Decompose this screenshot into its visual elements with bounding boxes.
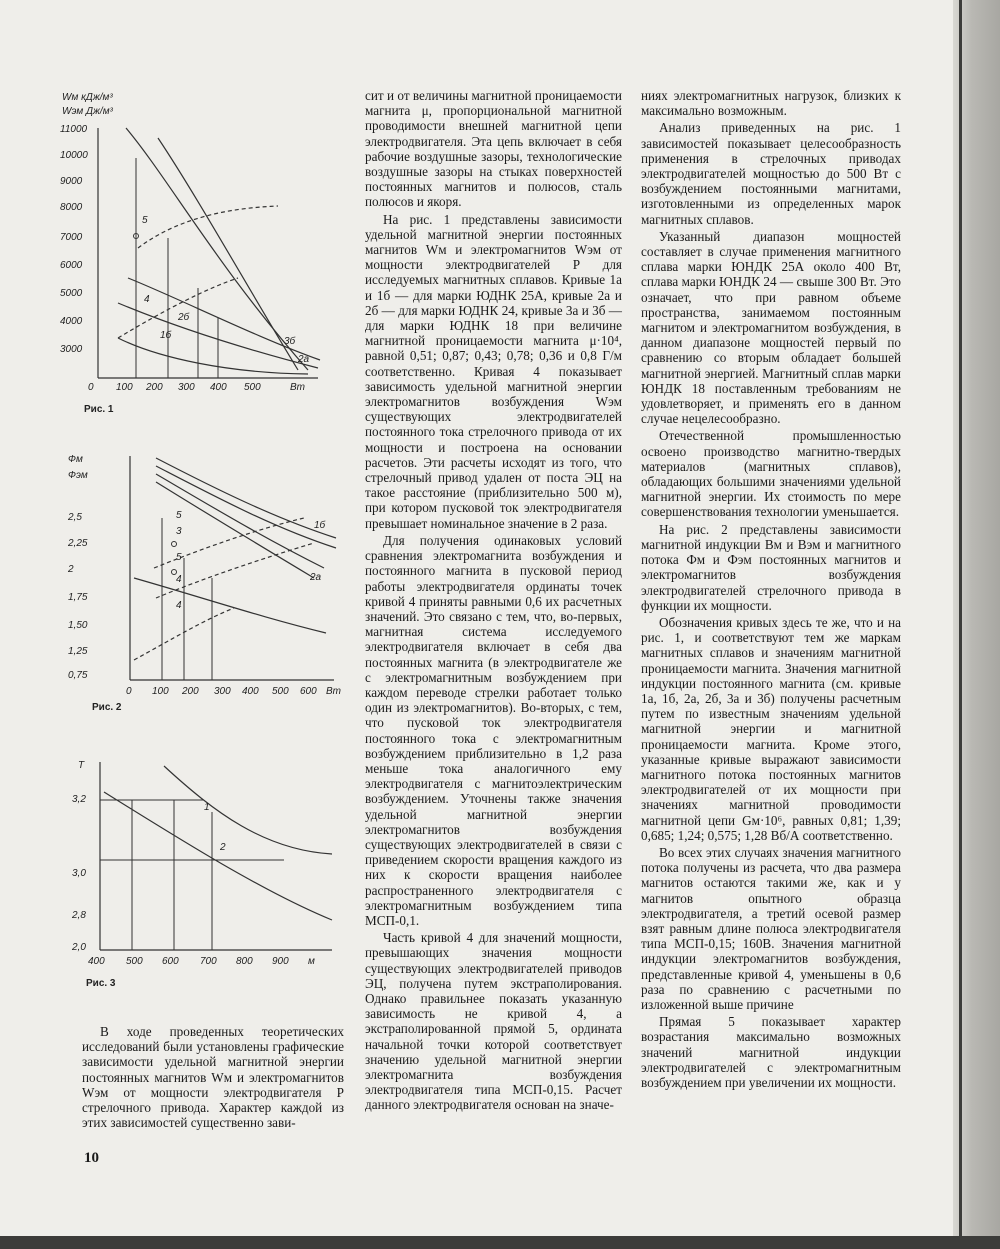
- paragraph: Указанный диапазон мощностей составляет в случае применения магнитного сплава марки ЮНДК 25А около 400 Вт, сплава марки ЮНДК 24 — свыше 300 Вт. Это означает, что при равном объеме пространства, занимаемом постоянным магнитом и электромагнитом возбуждения, в данном диапазоне мощностей первый по сравнению со вторым обладает большей магнитной энергией. Магнитный сплав марки ЮНДК 18 поставленным требованиям не удовлетворяет, и применять его в данном случае нецелесообразно.: [641, 228, 901, 427]
- fig3-x-tick: 500: [126, 956, 143, 967]
- fig3-y-tick: 3,0: [72, 868, 86, 879]
- fig2-y-tick: 2: [68, 564, 74, 575]
- paragraph: сит и от величины магнитной проницаемости магнита μ, пропорциональной магнитной проводимости внешней магнитной цепи электродвигателя. Эта цепь включает в себя рабочие воздушные зазоры, технологические воздушные зазоры на стыках поверхностей постоянных магнитов и полюсов, сталь полюсов и якоря.: [365, 88, 622, 210]
- page-number: 10: [84, 1150, 99, 1166]
- fig1-curve: [118, 338, 308, 374]
- fig2-x-tick: 300: [214, 686, 231, 697]
- fig3-x-unit: м: [308, 956, 315, 967]
- fig2-x-unit: Вт: [326, 686, 341, 697]
- fig1-curve-labels: [142, 215, 310, 365]
- figure-3: [64, 752, 354, 982]
- fig1-y-tick: 9000: [60, 176, 83, 187]
- fig2-y-tick: 2,25: [68, 538, 88, 549]
- paragraph: Обозначения кривых здесь те же, что и на рис. 1, и соответствуют тем же маркам магнитных сплавов и значениям магнитной проницаемости магнита. Значения магнитной индукции постоянного магнита (см. кривые 1а, 1б, 2а, 2б, 3а и 3б) получены расчетным путем по известным значениям удельной магнитной энергии и магнитной проницаемости магнита. Кроме этого, указанные кривые выражают зависимости магнитного потока постоянных магнитов электродвигателей от их мощности при значениях магнитной проводимости магнитной цепи Gм·10⁶, равных 0,81; 1,39; 0,685; 1,24; 0,575; 1,28 Вб/А соответственно.: [641, 614, 901, 843]
- fig1-x-tick: 400: [210, 382, 227, 393]
- fig1-y-tick: 4000: [60, 316, 83, 327]
- fig2-y-tick: 1,25: [68, 646, 88, 657]
- fig2-caption: Рис. 2: [92, 702, 122, 713]
- paragraph: Часть кривой 4 для значений мощности, превышающих значения мощности существующих электродвигателей приводов ЭЦ, получена путем экстраполирования. Однако правильнее показать указанную зависимость не кривой 4, а экстраполированной прямой 5, ордината начальной точки которой соответствует значению удельной магнитной энергии электромагнита возбуждения электродвигателя типа МСП-0,15. Расчет данного электродвигателя основан на значе-: [365, 930, 622, 1113]
- fig2-curve-label: 5: [176, 510, 182, 521]
- fig2-x-tick-labels: [126, 686, 341, 697]
- fig1-y-tick: 7000: [60, 232, 83, 243]
- fig2-curve-label: 4: [176, 574, 182, 585]
- fig3-x-tick: 800: [236, 956, 253, 967]
- fig3-x-tick: 400: [88, 956, 105, 967]
- fig2-y-label-1: Фм: [68, 454, 83, 465]
- fig1-y-tick: 10000: [60, 150, 88, 161]
- fig1-y-tick: 8000: [60, 202, 83, 213]
- fig3-x-tick-labels: [88, 956, 315, 967]
- paragraph: На рис. 2 представлены зависимости магнитной индукции Вм и Вэм и магнитного потока Фм и Фэм постоянных магнитов и электромагнитов возбуждения электродвигателей стрелочного привода в функции их мощности.: [641, 521, 901, 613]
- page-edge-bottom: [0, 1236, 1000, 1249]
- fig3-curve-labels: [204, 802, 226, 853]
- text-column-1: [82, 1024, 344, 1132]
- fig1-x-unit: Вт: [290, 382, 305, 393]
- fig2-x-tick: 200: [182, 686, 199, 697]
- fig1-curve: [158, 138, 298, 370]
- paragraph: Прямая 5 показывает характер возрастания максимально возможных значений магнитной индукции электродвигателей с электромагнитным возбуждением при увеличении их мощности.: [641, 1014, 901, 1090]
- fig1-caption: Рис. 1: [84, 404, 114, 415]
- paragraph: Для получения одинаковых условий сравнения электромагнита возбуждения и постоянного магнита в пусковой период работы электродвигателя ординаты точек кривой 4 приняты равными 0,6 их расчетных значений. Это связано с тем, что, во-первых, магнитная система исследуемого электродвигателя включает в себя два постоянных магнита (в электродвигателе же с электромагнитным возбуждением при каждом переводе стрелки работает только один из электромагнитов). Во-вторых, с тем, что пусковой ток электродвигателя постоянного тока с электромагнитным возбуждением приблизительно в 1,2 раза меньше тока аналогичного ему электродвигателя с магнитоэлектрическим возбуждением. Уточнены также значения удельной магнитной энергии электромагнитов возбуждения существующих электродвигателей в связи с приведением скорости вращения каждого из них к скорости вращения наиболее распространенного электродвигателя с электромагнитным возбуждением типа МСП-0,1.: [365, 532, 622, 928]
- fig2-curve-label: 1б: [314, 520, 326, 531]
- paragraph: Во всех этих случаях значения магнитного потока получены из расчета, что два размера магнитов остаются такими же, как и у магнитов опытного образца электродвигателя, а третий осевой размер взят равным длине полюса электродвигателя типа МСП-0,15; 160В. Значения магнитной индукции электромагнитов возбуждения, представленные кривой 4, уменьшены в 0,6 раза по сравнению с расчетными по изложенной выше причине: [641, 844, 901, 1012]
- fig3-x-tick: 900: [272, 956, 289, 967]
- fig1-curve-label: 4: [144, 294, 150, 305]
- fig3-y-label: Т: [78, 760, 85, 771]
- fig3-y-tick: 2,8: [72, 910, 86, 921]
- fig1-y-tick-labels: [60, 124, 88, 355]
- fig2-curve-labels: [176, 510, 326, 611]
- fig1-x-tick-labels: [88, 382, 305, 393]
- fig1-curve-label: 2б: [178, 312, 190, 323]
- fig1-y-tick: 3000: [60, 344, 83, 355]
- fig1-curve-label: 1б: [160, 330, 172, 341]
- fig1-y-label-1: Wм кДж/м³: [62, 92, 113, 103]
- fig3-y-tick: 3,2: [72, 794, 86, 805]
- fig2-y-tick: 0,75: [68, 670, 88, 681]
- paragraph: На рис. 1 представлены зависимости удельной магнитной энергии постоянных магнитов Wм и электромагнитов Wэм от мощности электродвигателей Р для исследуемых магнитных сплавов. Кривые 1а и 1б — для марки ЮДНК 25А, кривые 2а и 2б — для марки ЮДНК 24, кривые 3а и 3б — для марки ЮДНК 18 при величине магнитной проницаемости магнита μ·10⁴, равной 0,51; 0,87; 0,43; 0,78; 0,36 и 0,8 Г/м соответственно. Кривая 4 показывает зависимость удельной магнитной энергии электромагнитов возбуждения Wэм существующих электродвигателей постоянного тока стрелочного привода от их мощности и построена на основании расчетов. Эти расчеты исходят из того, что стрелочный привод удален от поста ЭЦ на такое расстояние (приблизительно 500 м), при котором пусковой ток электродвигателя превышает номинальное значение в 2 раза.: [365, 211, 622, 531]
- fig1-curve: [128, 278, 320, 360]
- fig2-x-tick: 0: [126, 686, 132, 697]
- fig3-curve-label: 2: [220, 842, 226, 853]
- fig1-y-tick: 6000: [60, 260, 83, 271]
- fig1-x-tick: 200: [146, 382, 163, 393]
- fig1-x-tick: 100: [116, 382, 133, 393]
- paragraph: Анализ приведенных на рис. 1 зависимостей показывает целесообразность применения в стрелочных приводах электродвигателей мощностью до 500 Вт с возбуждением постоянными магнитами, изготовленными из определенных марок магнитных сплавов.: [641, 120, 901, 227]
- fig1-x-tick: 500: [244, 382, 261, 393]
- fig2-curve: [134, 578, 326, 633]
- fig2-curve-label: 3: [176, 526, 182, 537]
- fig1-curve-label: 2а: [298, 354, 310, 365]
- fig3-y-tick-labels: [71, 794, 86, 953]
- fig2-y-label-2: Фэм: [68, 470, 88, 481]
- text-column-2: [365, 88, 622, 1115]
- fig1-y-tick: 5000: [60, 288, 83, 299]
- fig2-x-tick: 100: [152, 686, 169, 697]
- fig1-curve: [126, 128, 308, 370]
- fig1-curve-label: 5: [142, 215, 148, 226]
- fig1-x-tick: 300: [178, 382, 195, 393]
- figure-2: [64, 448, 354, 708]
- fig1-x-tick: 0: [88, 382, 94, 393]
- fig2-curve: [156, 466, 336, 548]
- paragraph: Отечественной промышленностью освоено производство магнитно-твердых материалов (магнитных сплавов), обладающих большими значениями удельной магнитной энергии. Их стоимость по мере совершенствования технологии уменьшается.: [641, 428, 901, 520]
- fig3-x-tick: 600: [162, 956, 179, 967]
- fig2-y-tick: 1,75: [68, 592, 88, 603]
- fig3-x-tick: 700: [200, 956, 217, 967]
- figure-1: [58, 88, 348, 398]
- text-column-3: [641, 88, 901, 1092]
- fig3-curve-label: 1: [204, 802, 210, 813]
- fig2-curve-label: 5: [176, 552, 182, 563]
- fig2-y-tick-labels: [67, 512, 88, 681]
- fig1-curve-label: 3б: [284, 336, 296, 347]
- fig1-y-tick: 11000: [60, 124, 88, 135]
- fig2-y-tick: 2,5: [68, 512, 82, 523]
- fig1-y-label-2: Wэм Дж/м³: [62, 106, 113, 117]
- paragraph: ниях электромагнитных нагрузок, близких к максимально возможным.: [641, 88, 901, 119]
- fig2-x-tick: 400: [242, 686, 259, 697]
- fig3-y-tick: 2,0: [72, 942, 86, 953]
- fig2-curve-label: 2а: [310, 572, 322, 583]
- page-edge-right: [953, 0, 1000, 1249]
- fig2-y-tick: 1,50: [68, 620, 88, 631]
- fig3-curve-1: [164, 766, 332, 854]
- fig2-x-tick: 600: [300, 686, 317, 697]
- paragraph: В ходе проведенных теоретических исследований были установлены графические зависимости удельной магнитной энергии постоянных магнитов Wм и электромагнитов Wэм от мощности электродвигателя Р стрелочного привода. Характер каждой из этих зависимостей существенно зави-: [82, 1024, 344, 1131]
- fig2-curve-label: 4: [176, 600, 182, 611]
- fig3-caption: Рис. 3: [86, 978, 116, 989]
- fig2-x-tick: 500: [272, 686, 289, 697]
